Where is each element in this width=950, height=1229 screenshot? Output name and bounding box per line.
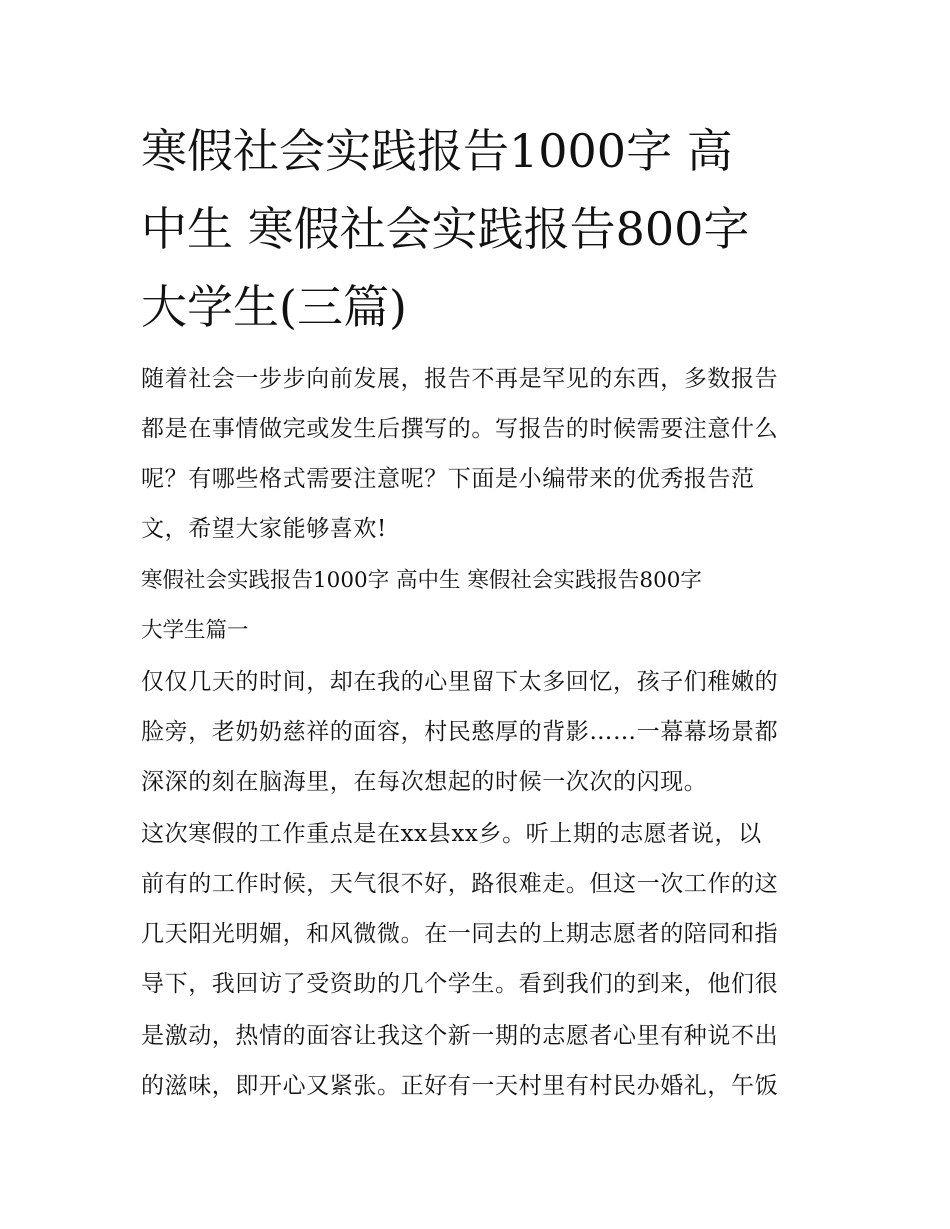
paragraph-2-line-5: 是激动，热情的面容让我这个新一期的志愿者心里有种说不出: [141, 1023, 779, 1049]
intro-line-2: 都是在事情做完或发生后撰写的。写报告的时候需要注意什么: [141, 416, 779, 442]
paragraph-2-line-6: 的滋味，即开心又紧张。正好有一天村里有村民办婚礼，午饭: [141, 1073, 779, 1099]
section-heading-line-1: 寒假社会实践报告1000字 高中生 寒假社会实践报告800字: [141, 568, 702, 593]
title-line-2: 中生 寒假社会实践报告800字: [141, 202, 750, 256]
intro-line-3: 呢？有哪些格式需要注意呢？下面是小编带来的优秀报告范: [141, 466, 755, 492]
intro-line-1: 随着社会一步步向前发展，报告不再是罕见的东西，多数报告: [141, 366, 779, 392]
document-title: [141, 112, 821, 346]
paragraph-2-line-2: 前有的工作时候，天气很不好，路很难走。但这一次工作的这: [141, 871, 779, 897]
title-line-3: 大学生(三篇): [141, 280, 407, 334]
intro-line-4: 文，希望大家能够喜欢!: [141, 516, 387, 542]
paragraph-2-line-3: 几天阳光明媚，和风微微。在一同去的上期志愿者的陪同和指: [141, 921, 779, 947]
section-heading-line-2: 大学生篇一: [141, 618, 249, 643]
paragraph-2-line-4: 导下，我回访了受资助的几个学生。看到我们的到来，他们很: [141, 971, 779, 997]
paragraph-2-line-1: 这次寒假的工作重点是在xx县xx乡。听上期的志愿者说，以: [141, 821, 762, 847]
paragraph-1-line-2: 脸旁，老奶奶慈祥的面容，村民憨厚的背影……一幕幕场景都: [141, 719, 779, 745]
title-line-1: 寒假社会实践报告1000字 高: [141, 124, 733, 178]
paragraph-1-line-3: 深深的刻在脑海里，在每次想起的时候一次次的闪现。: [141, 769, 708, 795]
paragraph-1-line-1: 仅仅几天的时间，却在我的心里留下太多回忆，孩子们稚嫩的: [141, 669, 779, 695]
